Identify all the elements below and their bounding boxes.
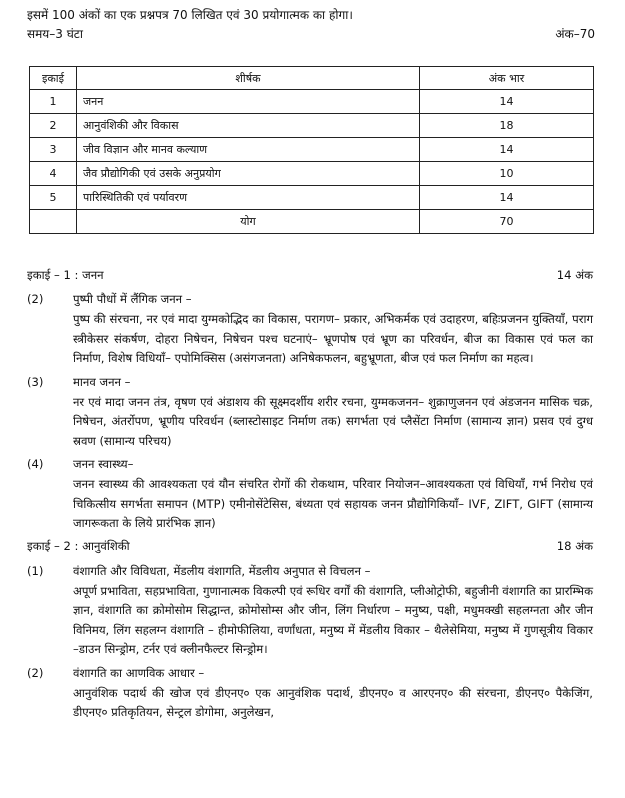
item-text: नर एवं मादा जनन तंत्र, वृषण एवं अंडाशय की सूक्ष्मदर्शीय शरीर रचना, युग्मकजनन– शुक्राणुजनन एवं अंडजनन मासिक चक्र, निषेचन, अंतर्रोपण, भ्रूणीय परिवर्धन (ब्लास्टोसाइट निर्माण तक) सगर्भता एवं प्लैसेंटा निर्माण (सामान्य ज्ञान) प्रसव एवं दुग्ध स्रवण (सामान्य परिचय)	[73, 394, 593, 448]
unit1-item	[27, 453, 593, 475]
item-text: अपूर्ण प्रभाविता, सहप्रभाविता, गुणानात्मक विकल्पी एवं रूधिर वर्गों की वंशागति, प्लीओट्रोफी, बहुजीनी वंशागति का प्रारम्भिक ज्ञान, वंशागति का क्रोमोसोम सिद्धान्त, क्रोमोसोम्स और जीन, लिंग निर्धारण – मनुष्य, पक्षी, मधुमक्खी सहलग्नता और जीन विनिमय, लिंग सहलग्न वंशागति – हीमोफीलिया, वर्णांधता, मनुष्य में मेंडलीय विकार – थैलेसेमिया, मनुष्य में गुणसूत्रीय विकार –डाउन सिन्ड्रोम, टर्नर एवं क्लीनफैल्टर सिन्ड्रोम।	[73, 583, 593, 656]
total-label: योग	[77, 210, 420, 234]
total-value: 70	[420, 210, 594, 234]
item-number: (1)	[27, 563, 44, 578]
units-table	[29, 66, 594, 234]
table-row	[30, 138, 594, 162]
header-title: शीर्षक	[77, 67, 420, 90]
cell-title: जैव प्रौद्योगिकी एवं उसके अनुप्रयोग	[77, 162, 420, 186]
item-text: आनुवंशिक पदार्थ की खोज एवं डीएनए० एक आनुवंशिक पदार्थ, डीएनए० व आरएनए० की संरचना, डीएनए० पैकेजिंग, डीएनए० प्रतिकृतियन, सेन्ट्रल डोगोमा, अनुलेखन,	[73, 685, 593, 719]
cell-marks: 10	[420, 162, 594, 186]
item-title: वंशागति का आणविक आधार –	[73, 665, 205, 680]
table-row	[30, 90, 594, 114]
cell-title: जनन	[77, 90, 420, 114]
item-text: जनन स्वास्थ्य की आवश्यकता एवं यौन संचरित रोगों की रोकथाम, परिवार नियोजन–आवश्यकता एवं विधियाँ, गर्भ निरोध एवं चिकित्सीय सगर्भता समापन (MTP) एमीनोसेंटेसिस, बंध्यता एवं सहायक जनन प्रौद्योगिकियाँ– IVF, ZIFT, GIFT (सामान्य जागरूकता के लिये प्रारंभिक ज्ञान)	[73, 477, 593, 530]
unit2-item	[27, 662, 593, 684]
unit1-title: इकाई – 1 : जनन	[27, 267, 104, 282]
item-number: (4)	[27, 457, 44, 471]
cell-title: आनुवंशिकी और विकास	[77, 114, 420, 138]
time-marks-row	[27, 25, 595, 44]
cell-marks: 18	[420, 114, 594, 138]
table-header-row	[30, 67, 594, 90]
unit2-item	[27, 560, 593, 582]
item-number: (3)	[27, 374, 44, 389]
unit1-item	[27, 288, 593, 310]
item-number: (2)	[27, 292, 44, 306]
table-row	[30, 186, 594, 210]
header-unit: इकाई	[30, 67, 77, 90]
header-marks: अंक भार	[420, 67, 594, 90]
item-text: पुष्प की संरचना, नर एवं मादा युग्मकोद्भिद का विकास, परागण– प्रकार, अभिकर्मक एवं उदाहरण, बहिःप्रजनन युक्तियाँ, पराग स्त्रीकेसर संकर्षण, दोहरा निषेचन, निषेचन पश्च घटनाएं– भ्रूणपोष एवं भ्रूण का परिवर्धन, बीज का विकास एवं फल का निर्माण, विशेष विधियाँ– एपोमिक्सिस (असंगजनता) अनिषेकफलन, बहुभ्रूणता, बीज एवं फल निर्माण का महत्व।	[73, 312, 593, 365]
cell-marks: 14	[420, 90, 594, 114]
item-title: पुष्पी पौधों में लैंगिक जनन –	[73, 292, 192, 306]
table-total-row	[30, 210, 594, 234]
unit2-title: इकाई – 2 : आनुवंशिकी	[27, 539, 130, 553]
cell-unit: 5	[30, 186, 77, 210]
item-title: मानव जनन –	[73, 374, 131, 389]
table-row	[30, 162, 594, 186]
table-row	[30, 114, 594, 138]
item-title: जनन स्वास्थ्य–	[73, 457, 134, 471]
cell-marks: 14	[420, 186, 594, 210]
item-title: वंशागति और विविधता, मेंडलीय वंशागति, मेंडलीय अनुपात से विचलन –	[73, 563, 371, 578]
cell-unit: 2	[30, 114, 77, 138]
item-number: (2)	[27, 665, 44, 680]
unit1-item	[27, 371, 593, 393]
time-label: समय–3 घंटा	[27, 27, 83, 41]
unit1-heading	[27, 264, 593, 286]
cell-unit: 4	[30, 162, 77, 186]
cell-unit: 3	[30, 138, 77, 162]
cell-title: पारिस्थितिकी एवं पर्यावरण	[77, 186, 420, 210]
cell-unit: 1	[30, 90, 77, 114]
syllabus-body	[27, 264, 593, 725]
unit2-marks: 18 अंक	[556, 539, 593, 553]
cell-marks: 14	[420, 138, 594, 162]
cell-title: जीव विज्ञान और मानव कल्याण	[77, 138, 420, 162]
cell-empty	[30, 210, 77, 234]
unit1-marks: 14 अंक	[556, 267, 593, 282]
intro-line: इसमें 100 अंकों का एक प्रश्नपत्र 70 लिखित एवं 30 प्रयोगात्मक का होगा।	[27, 8, 353, 22]
unit2-heading	[27, 536, 593, 558]
total-marks-label: अंक–70	[555, 27, 595, 41]
intro	[27, 6, 595, 44]
